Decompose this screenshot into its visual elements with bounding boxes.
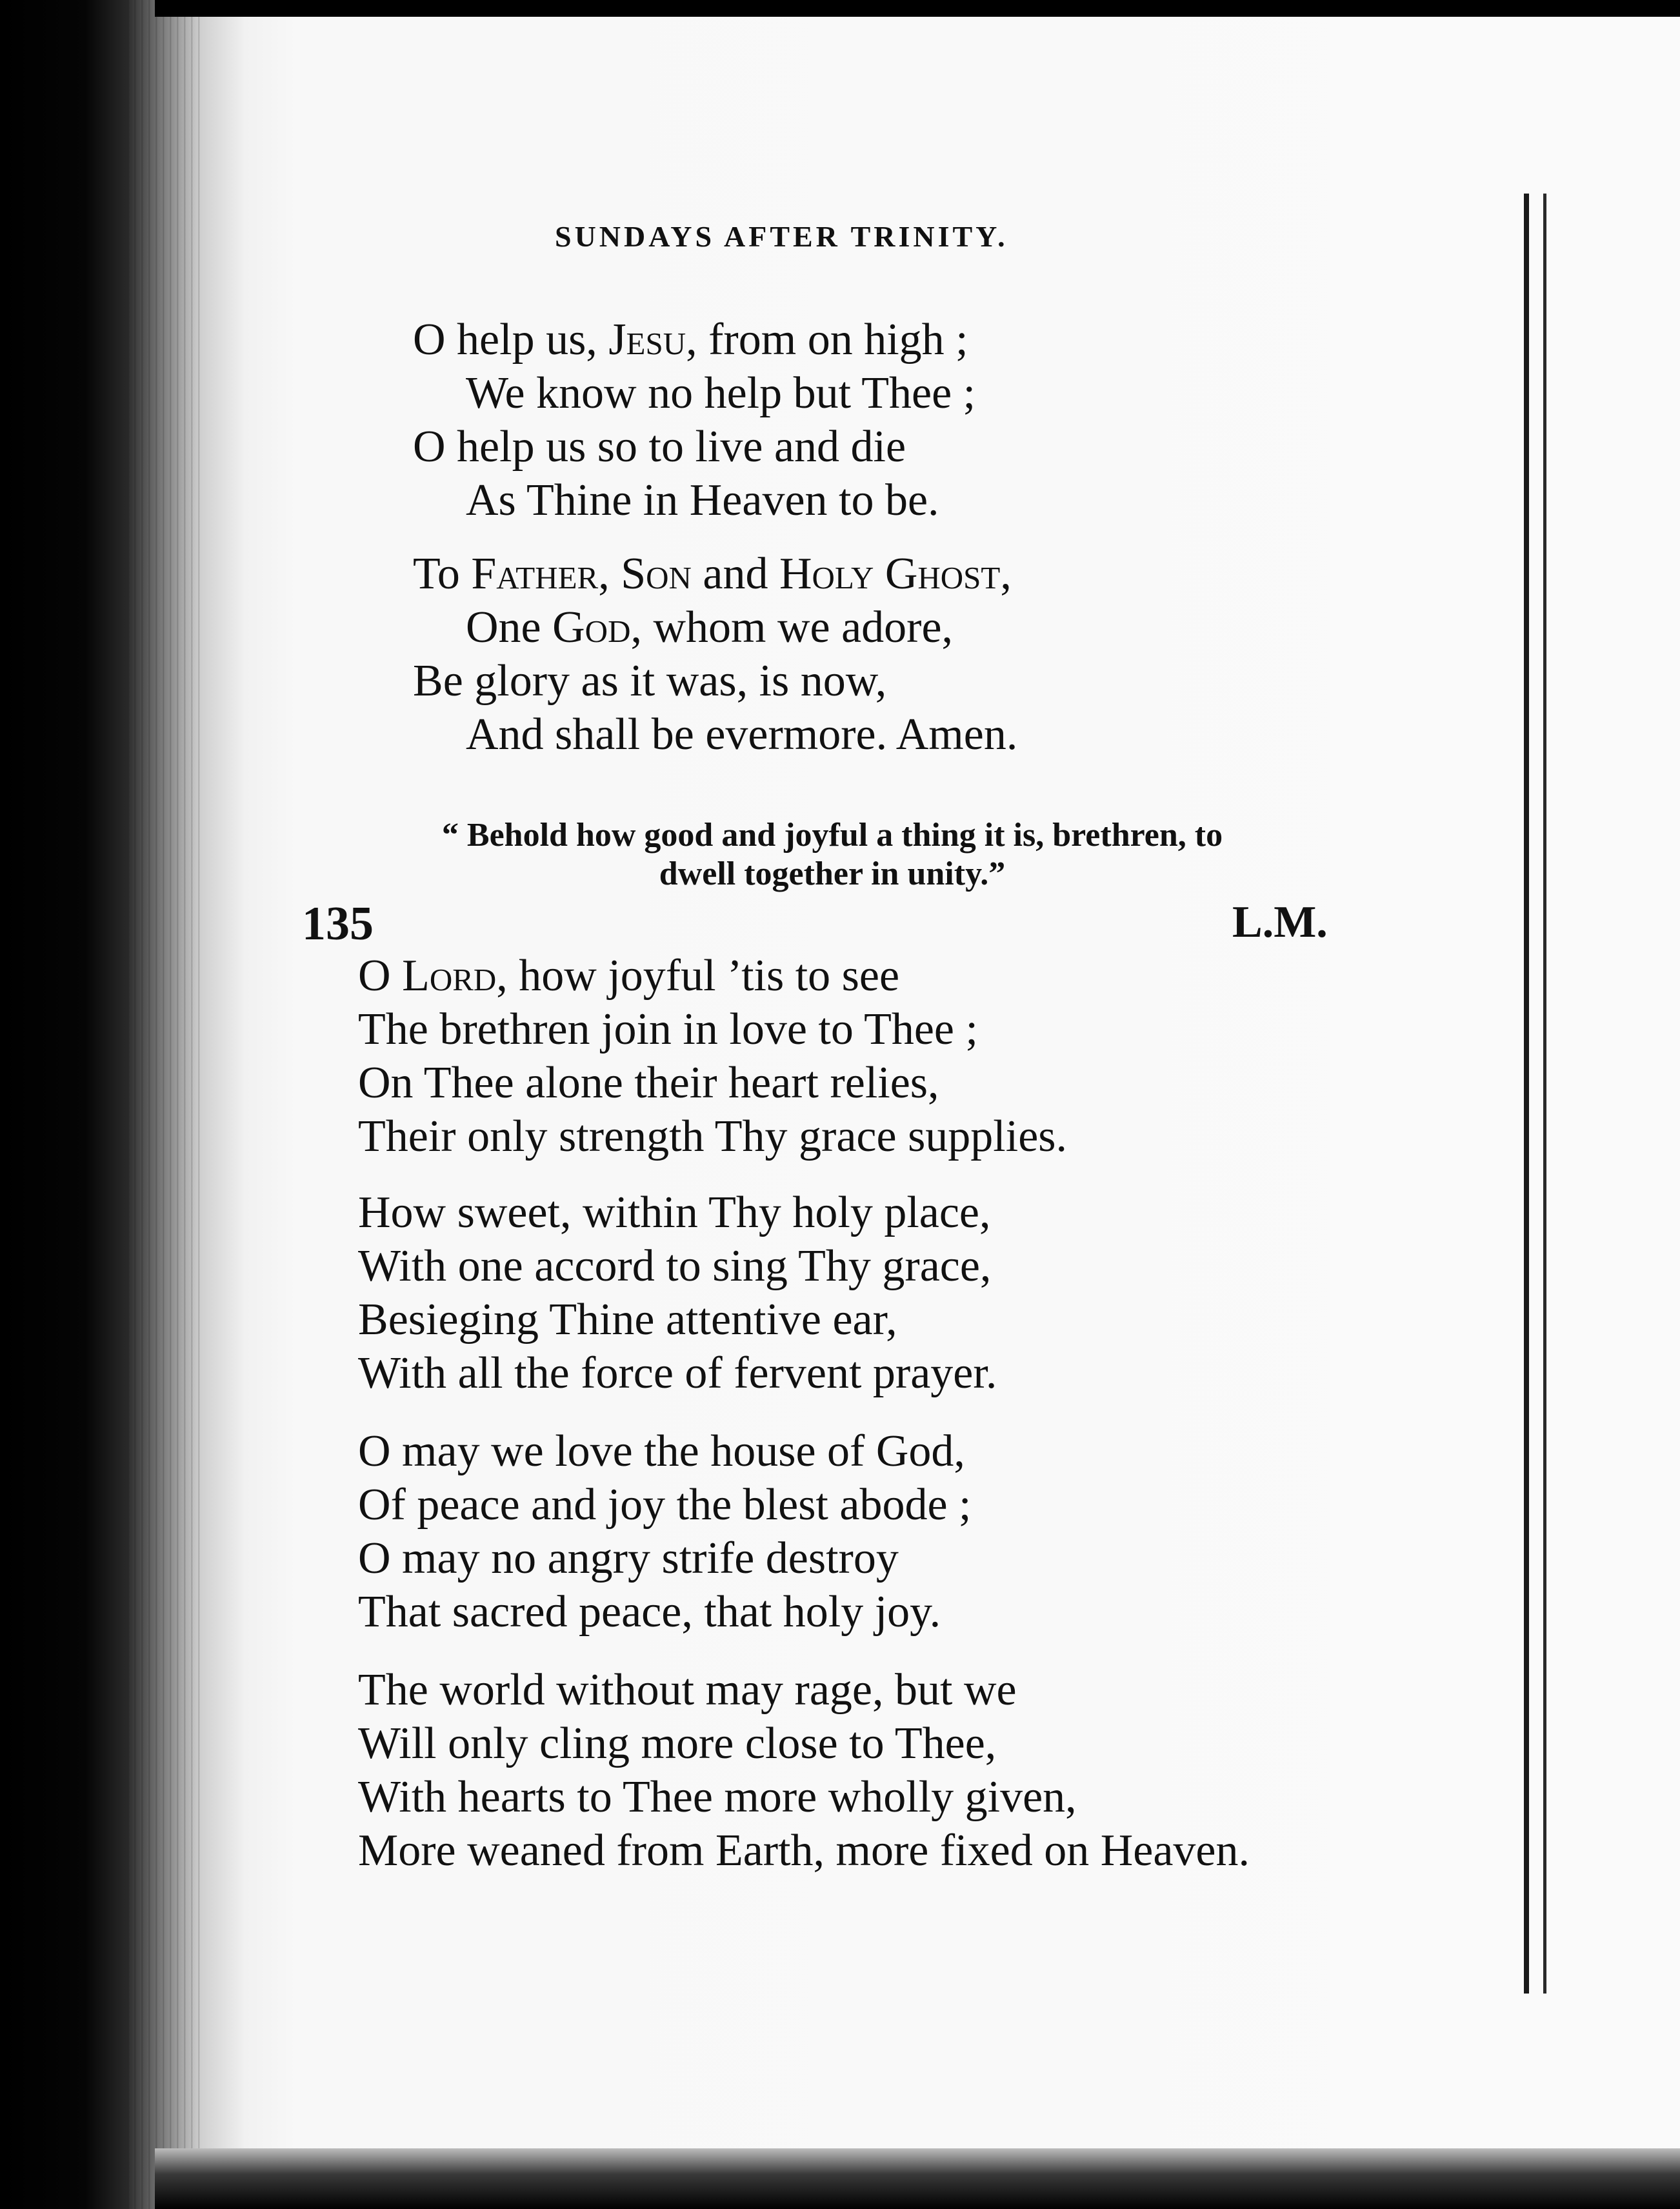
stanza-line: More weaned from Earth, more fixed on Heaven. [358, 1826, 1250, 1875]
stanza-line: With hearts to Thee more wholly given, [358, 1772, 1077, 1822]
stanza-line: How sweet, within Thy holy place, [358, 1188, 991, 1237]
bottom-scan-border [155, 2148, 1680, 2209]
doxology-line: To Father, Son and Holy Ghost, [413, 549, 1012, 599]
doxology-line: And shall be evermore. Amen. [466, 710, 1018, 759]
epigraph [303, 816, 1361, 894]
top-scan-border [155, 0, 1680, 17]
stanza-line: The world without may rage, but we [358, 1665, 1017, 1715]
stanza-line: Their only strength Thy grace supplies. [358, 1112, 1068, 1161]
gutter-line [1524, 194, 1529, 1994]
epigraph-line: dwell together in unity.” [659, 855, 1006, 892]
stanza-line: Besieging Thine attentive ear, [358, 1295, 897, 1344]
stanza-line: O may no angry strife destroy [358, 1534, 899, 1583]
running-head: SUNDAYS AFTER TRINITY. [555, 220, 1008, 253]
stanza-line: With one accord to sing Thy grace, [358, 1241, 992, 1291]
stanza-line: On Thee alone their heart relies, [358, 1058, 939, 1108]
hymn-number: 135 [302, 897, 374, 950]
stanza-line: O may we love the house of God, [358, 1426, 965, 1476]
epigraph-line: “ Behold how good and joyful a thing it is, brethren, to [441, 817, 1223, 854]
stanza-line: Of peace and joy the blest abode ; [358, 1480, 972, 1530]
doxology-line: Be glory as it was, is now, [413, 656, 887, 706]
verse-line: O help us, Jesu, from on high ; [413, 315, 968, 365]
gutter-line [1543, 194, 1546, 1994]
doxology-line: One God, whom we adore, [466, 603, 954, 652]
stanza-line: With all the force of fervent prayer. [358, 1348, 997, 1398]
stanza-line: O Lord, how joyful ’tis to see [358, 951, 900, 1001]
verse-line: We know no help but Thee ; [466, 368, 976, 418]
verse-line: O help us so to live and die [413, 422, 906, 472]
stanza-line: The brethren join in love to Thee ; [358, 1005, 978, 1054]
hymn-meter: L.M. [1232, 897, 1328, 947]
page-edges [129, 0, 200, 2209]
stanza-line: That sacred peace, that holy joy. [358, 1587, 941, 1637]
stanza-line: Will only cling more close to Thee, [358, 1719, 997, 1768]
verse-line: As Thine in Heaven to be. [466, 475, 939, 525]
